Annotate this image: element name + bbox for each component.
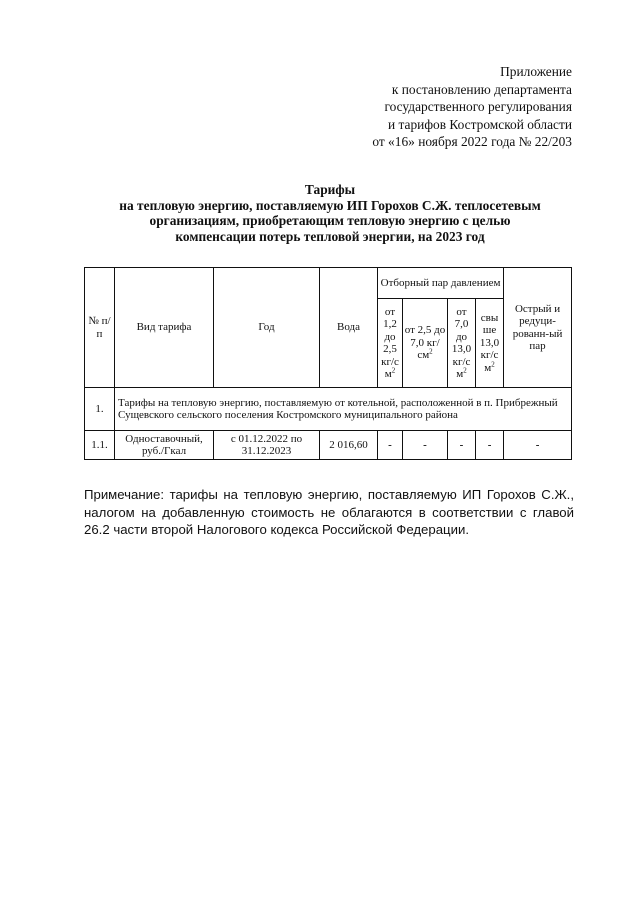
title-line-2: на тепловую энергию, поставляемую ИП Горохов С.Ж. теплосетевым (119, 197, 541, 213)
section-num: 1. (85, 388, 115, 431)
table-section-row (85, 388, 572, 431)
appendix-line-4: и тарифов Костромской области (388, 116, 572, 132)
row-steam-3: - (448, 431, 476, 460)
header-steam-1: от 1,2 до 2,5 кг/с $м^2$ (378, 299, 403, 388)
row-steam-1: - (378, 431, 403, 460)
header-water: Вода (320, 268, 378, 388)
header-steam-group: Отборный пар давлением (378, 268, 504, 299)
table-header-row (85, 268, 572, 299)
header-acute-steam: Острый и редуци-рованн-ый пар (504, 268, 572, 388)
table-row (85, 431, 572, 460)
title-line-3: организациям, приобретающим тепловую энергию с целью (149, 213, 511, 228)
title-line-1: Тарифы (304, 182, 356, 197)
appendix-line-2: к постановлению департамента (391, 81, 572, 97)
appendix-line-1: Приложение (500, 64, 572, 79)
row-num: 1.1. (85, 431, 115, 460)
row-period: с 01.12.2022 по 31.12.2023 (214, 431, 320, 460)
note-paragraph: Примечание: тарифы на тепловую энергию, поставляемую ИП Горохов С.Ж., налогом на добавленную стоимость не облагаются в соответствии с главой 26.2 части второй Налогового кодекса Российской Федерации. (84, 487, 574, 537)
appendix-header (372, 63, 572, 151)
row-type: Одноставочный, руб./Гкал (115, 431, 214, 460)
row-steam-4: - (476, 431, 504, 460)
title-line-4: компенсации потерь тепловой энергии, на 2023 год (175, 228, 485, 244)
section-text: Тарифы на тепловую энергию, поставляемую от котельной, расположенной в п. Прибрежный Сущевского сельского поселения Костромского муниципального района (115, 388, 572, 431)
header-steam-4: свы ше 13,0 кг/с $м^2$ (476, 299, 504, 388)
header-year: Год (214, 268, 320, 388)
header-num: № п/п (85, 268, 115, 388)
header-steam-2: от 2,5 до 7,0 $кг/см^2$ (403, 299, 448, 388)
tariff-table (84, 267, 572, 460)
row-acute-steam: - (504, 431, 572, 460)
appendix-line-5: от «16» ноября 2022 года № 22/203 (372, 134, 572, 149)
row-steam-2: - (403, 431, 448, 460)
row-water: 2 016,60 (320, 431, 378, 460)
header-steam-3: от 7,0 до 13,0 кг/с $м^2$ (448, 299, 476, 388)
header-tariff-type: Вид тарифа (115, 268, 214, 388)
appendix-line-3: государственного регулирования (384, 99, 572, 114)
document-title (70, 182, 590, 244)
